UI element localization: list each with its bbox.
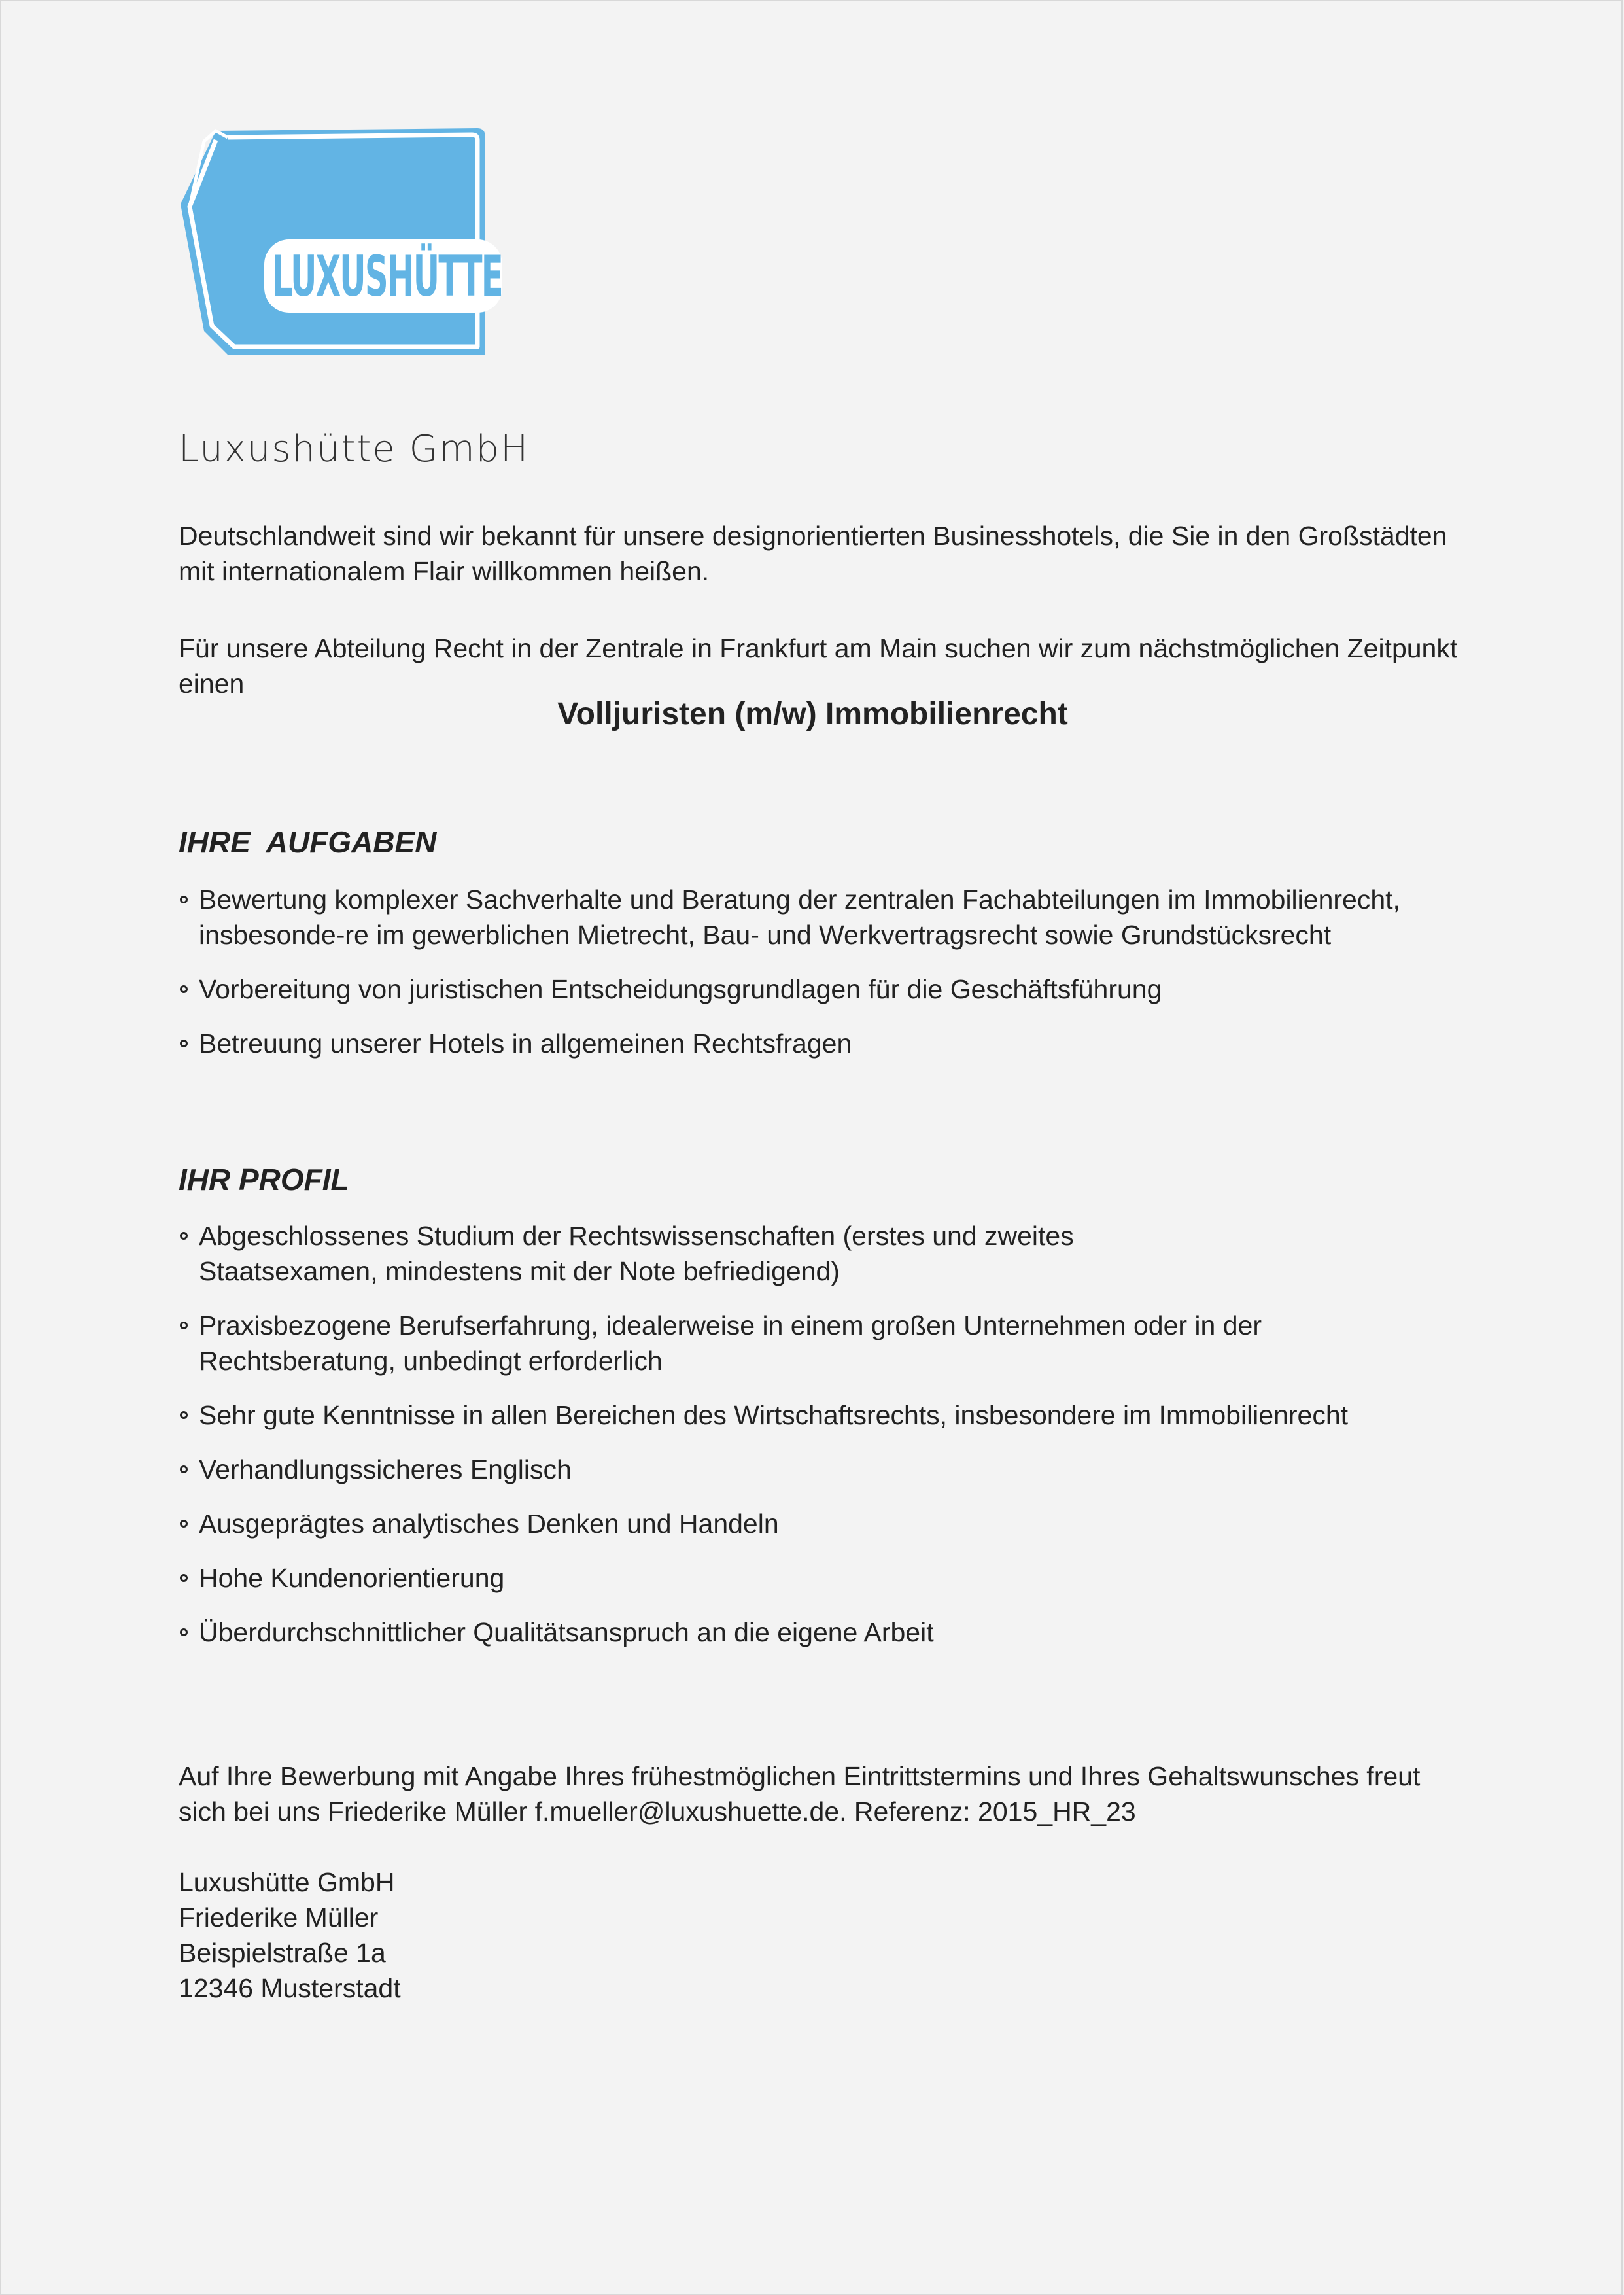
list-item: Bewertung komplexer Sachverhalte und Beratung der zentralen Fachabteilungen im Immobilienrecht, insbesonde-re im gewerblichen Mietrecht, Bau- und Werkvertragsrecht sowie Grundstücksrecht bbox=[179, 882, 1474, 953]
list-item: Hohe Kundenorientierung bbox=[179, 1560, 1474, 1596]
address-block bbox=[179, 1865, 1460, 2006]
section-title-aufgaben: IHRE AUFGABEN bbox=[179, 825, 437, 859]
company-heading: Luxushütte GmbH bbox=[179, 428, 530, 470]
intro-paragraph: Deutschlandweit sind wir bekannt für unsere designorientierten Businesshotels, die Sie in den Großstädten mit internationalem Flair willkommen heißen. bbox=[179, 521, 1447, 586]
section-title-profil: IHR PROFIL bbox=[179, 1163, 349, 1197]
address-street: Beispielstraße 1a bbox=[179, 1938, 386, 1968]
address-contact: Friederike Müller bbox=[179, 1902, 379, 1933]
closing-paragraph: Auf Ihre Bewerbung mit Angabe Ihres frühestmöglichen Eintrittstermins und Ihres Gehaltswunsches freut sich bei uns Friederike Müller f.mueller@luxushuette.de. Referenz: 2015_HR_23 bbox=[179, 1761, 1421, 1827]
address-company: Luxushütte GmbH bbox=[179, 1867, 395, 1897]
list-item: Sehr gute Kenntnisse in allen Bereichen des Wirtschaftsrechts, insbesondere im Immobilienrecht bbox=[179, 1397, 1474, 1433]
list-item: Überdurchschnittlicher Qualitätsanspruch an die eigene Arbeit bbox=[179, 1615, 1474, 1650]
search-paragraph: Für unsere Abteilung Recht in der Zentrale in Frankfurt am Main suchen wir zum nächstmöglichen Zeitpunkt einen bbox=[179, 633, 1458, 699]
luxushuette-logo bbox=[175, 122, 671, 364]
job-title: Volljuristen (m/w) Immobilienrecht bbox=[557, 697, 1068, 731]
profil-list bbox=[179, 1218, 1474, 1669]
list-item: Praxisbezogene Berufserfahrung, idealerweise in einem großen Unternehmen oder in der Rechtsberatung, unbedingt erforderlich bbox=[179, 1308, 1415, 1378]
logo-text: LUXUSHÜTTE bbox=[272, 244, 671, 309]
list-item: Verhandlungssicheres Englisch bbox=[179, 1452, 1474, 1487]
list-item: Betreuung unserer Hotels in allgemeinen Rechtsfragen bbox=[179, 1026, 1474, 1061]
list-item: Ausgeprägtes analytisches Denken und Handeln bbox=[179, 1506, 1474, 1541]
list-item: Vorbereitung von juristischen Entscheidungsgrundlagen für die Geschäftsführung bbox=[179, 972, 1474, 1007]
aufgaben-list bbox=[179, 882, 1474, 1080]
list-item: Abgeschlossenes Studium der Rechtswissenschaften (erstes und zweites Staatsexamen, mindestens mit der Note befriedigend) bbox=[179, 1218, 1219, 1289]
address-city: 12346 Musterstadt bbox=[179, 1973, 401, 2003]
